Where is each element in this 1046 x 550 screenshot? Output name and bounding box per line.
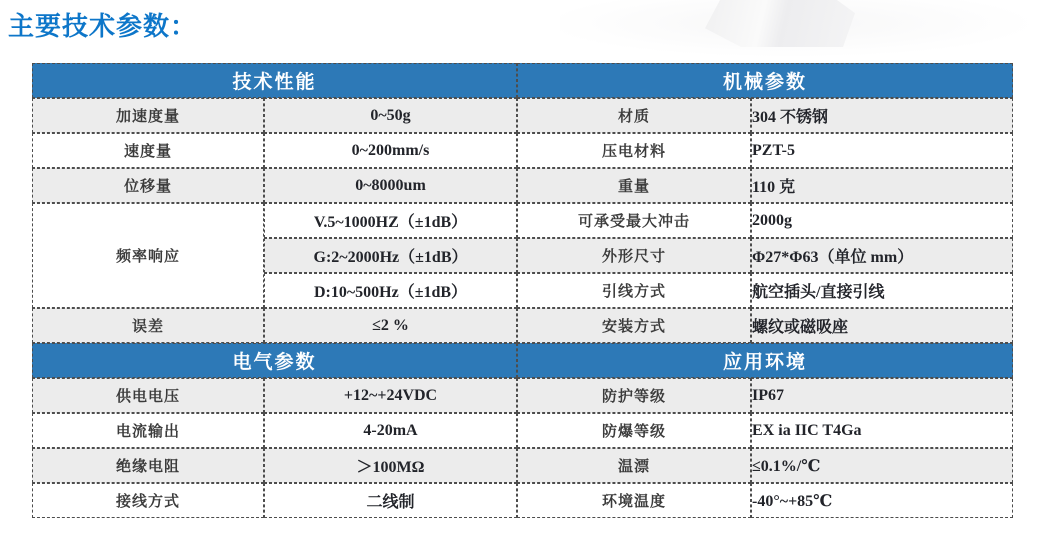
spec-value: Φ27*Φ63（单位 mm） (751, 238, 1013, 273)
spec-value: D:10~500Hz（±1dB） (264, 273, 517, 308)
spec-label: 安装方式 (517, 308, 751, 343)
spec-label: 材质 (517, 98, 751, 133)
spec-label: 防护等级 (517, 378, 751, 413)
spec-value: -40°~+85℃ (751, 483, 1013, 518)
spec-label: 外形尺寸 (517, 238, 751, 273)
section-header-row-1 (32, 63, 1013, 98)
spec-value: ≤2 % (264, 308, 517, 343)
spec-value: V.5~1000HZ（±1dB） (264, 203, 517, 238)
table-row (32, 448, 1013, 483)
spec-value: G:2~2000Hz（±1dB） (264, 238, 517, 273)
spec-value: IP67 (751, 378, 1013, 413)
spec-label: 绝缘电阻 (32, 448, 264, 483)
spec-label: 引线方式 (517, 273, 751, 308)
spec-value: 0~50g (264, 98, 517, 133)
section-header-electrical-params: 电气参数 (32, 343, 517, 378)
spec-label: 位移量 (32, 168, 264, 203)
page-title: 主要技术参数： (8, 11, 198, 41)
table-row (32, 133, 1013, 168)
spec-value: 304 不锈钢 (751, 98, 1013, 133)
spec-value: PZT-5 (751, 133, 1013, 168)
table-row (32, 483, 1013, 518)
spec-value: 110 克 (751, 168, 1013, 203)
spec-label: 温漂 (517, 448, 751, 483)
spec-value: 2000g (751, 203, 1013, 238)
section-header-mechanical-params: 机械参数 (517, 63, 1013, 98)
spec-value: 二线制 (264, 483, 517, 518)
spec-value: 航空插头/直接引线 (751, 273, 1013, 308)
spec-value: ＞100MΩ (264, 448, 517, 483)
spec-value: 螺纹或磁吸座 (751, 308, 1013, 343)
table-row (32, 168, 1013, 203)
spec-label: 接线方式 (32, 483, 264, 518)
spec-label: 可承受最大冲击 (517, 203, 751, 238)
spec-value: ≤0.1%/℃ (751, 448, 1013, 483)
table-row (32, 308, 1013, 343)
product-photo (705, 0, 855, 47)
table-row (32, 378, 1013, 413)
spec-label: 供电电压 (32, 378, 264, 413)
spec-value: +12~+24VDC (264, 378, 517, 413)
spec-label: 防爆等级 (517, 413, 751, 448)
section-header-technical-performance: 技术性能 (32, 63, 517, 98)
table-row (32, 413, 1013, 448)
spec-value: 0~8000um (264, 168, 517, 203)
spec-label: 压电材料 (517, 133, 751, 168)
spec-value: 0~200mm/s (264, 133, 517, 168)
spec-label: 加速度量 (32, 98, 264, 133)
section-header-application-environment: 应用环境 (517, 343, 1013, 378)
table-row (32, 203, 1013, 238)
spec-label-frequency-response: 频率响应 (32, 203, 264, 308)
spec-label: 环境温度 (517, 483, 751, 518)
spec-label: 误差 (32, 308, 264, 343)
spec-value: 4-20mA (264, 413, 517, 448)
spec-value: EX ia IIC T4Ga (751, 413, 1013, 448)
table-row (32, 98, 1013, 133)
section-header-row-2 (32, 343, 1013, 378)
spec-label: 重量 (517, 168, 751, 203)
spec-table (32, 63, 1013, 518)
spec-label: 速度量 (32, 133, 264, 168)
spec-label: 电流输出 (32, 413, 264, 448)
